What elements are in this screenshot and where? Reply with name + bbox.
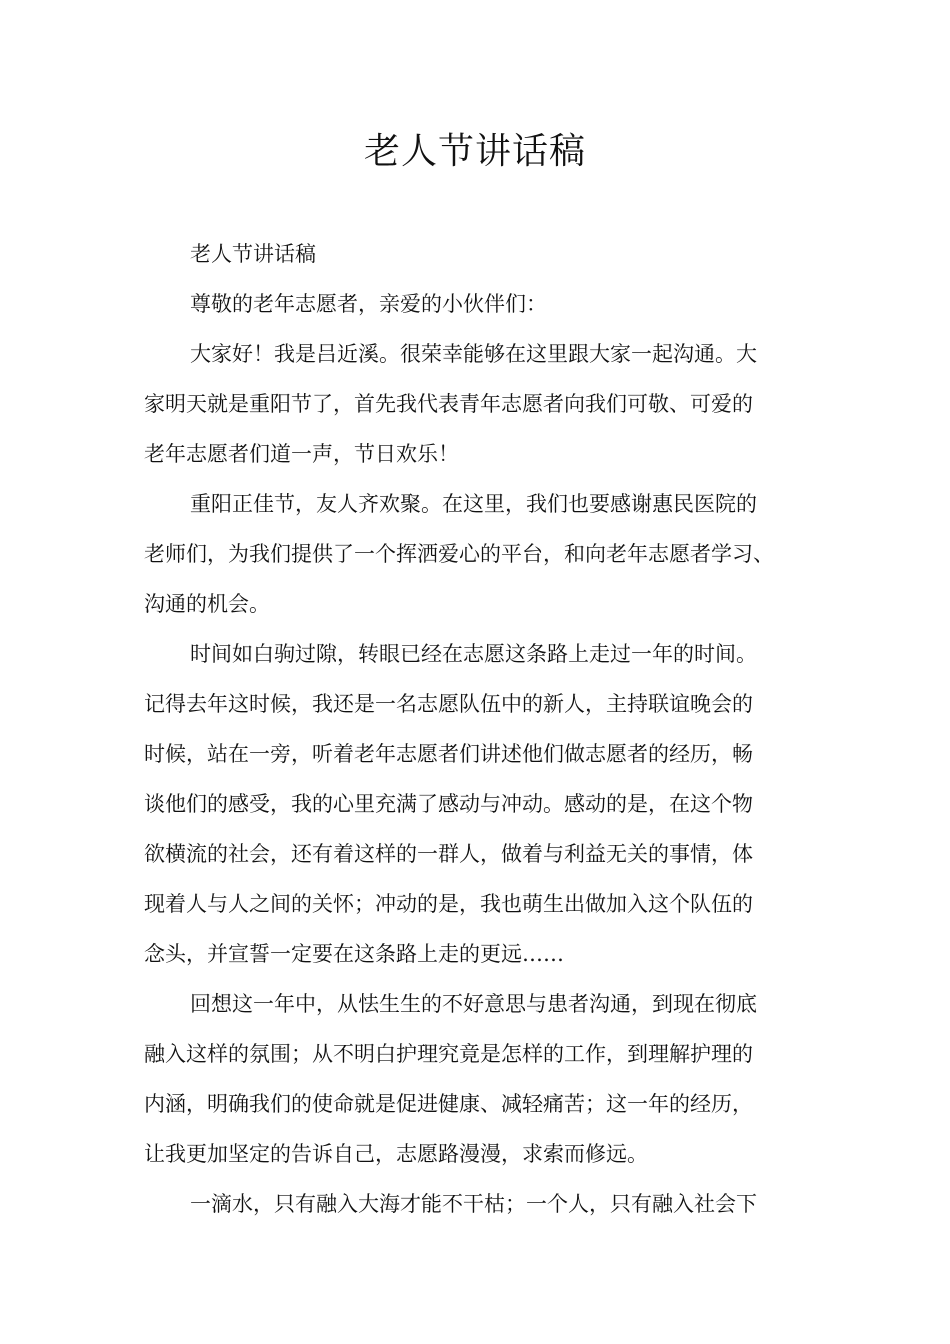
paragraph-line: 时间如白驹过隙，转眼已经在志愿这条路上走过一年的时间。 (190, 642, 757, 666)
paragraph-line: 尊敬的老年志愿者，亲爱的小伙伴们： (190, 292, 547, 316)
paragraph-line: 沟通的机会。 (144, 592, 270, 616)
paragraph-line: 念头，并宣誓一定要在这条路上走的更远…… (144, 942, 564, 966)
paragraph-line: 大家好！我是吕近溪。很荣幸能够在这里跟大家一起沟通。大 (190, 342, 757, 366)
paragraph-line: 家明天就是重阳节了，首先我代表青年志愿者向我们可敬、可爱的 (144, 392, 753, 416)
paragraph-line: 内涵，明确我们的使命就是促进健康、减轻痛苦；这一年的经历， (144, 1092, 753, 1116)
paragraph-line: 老年志愿者们道一声，节日欢乐！ (144, 442, 459, 466)
paragraph-line: 融入这样的氛围；从不明白护理究竟是怎样的工作，到理解护理的 (144, 1042, 753, 1066)
paragraph-line: 现着人与人之间的关怀；冲动的是，我也萌生出做加入这个队伍的 (144, 892, 753, 916)
paragraph-line: 老人节讲话稿 (190, 242, 316, 266)
paragraph-line: 回想这一年中，从怯生生的不好意思与患者沟通，到现在彻底 (190, 992, 757, 1016)
paragraph-line: 欲横流的社会，还有着这样的一群人，做着与利益无关的事情，体 (144, 842, 753, 866)
document-title: 老人节讲话稿 (363, 131, 586, 172)
paragraph-line: 谈他们的感受，我的心里充满了感动与冲动。感动的是，在这个物 (144, 792, 753, 816)
paragraph-line: 时候，站在一旁，听着老年志愿者们讲述他们做志愿者的经历，畅 (144, 742, 753, 766)
paragraph-line: 记得去年这时候，我还是一名志愿队伍中的新人，主持联谊晚会的 (144, 692, 753, 716)
document-body (144, 229, 820, 1229)
paragraph-line: 老师们，为我们提供了一个挥洒爱心的平台，和向老年志愿者学习、 (144, 542, 774, 566)
paragraph-line: 一滴水，只有融入大海才能不干枯；一个人，只有融入社会下 (190, 1192, 757, 1216)
paragraph-line: 重阳正佳节，友人齐欢聚。在这里，我们也要感谢惠民医院的 (190, 492, 757, 516)
paragraph-line: 让我更加坚定的告诉自己，志愿路漫漫，求索而修远。 (144, 1142, 648, 1166)
